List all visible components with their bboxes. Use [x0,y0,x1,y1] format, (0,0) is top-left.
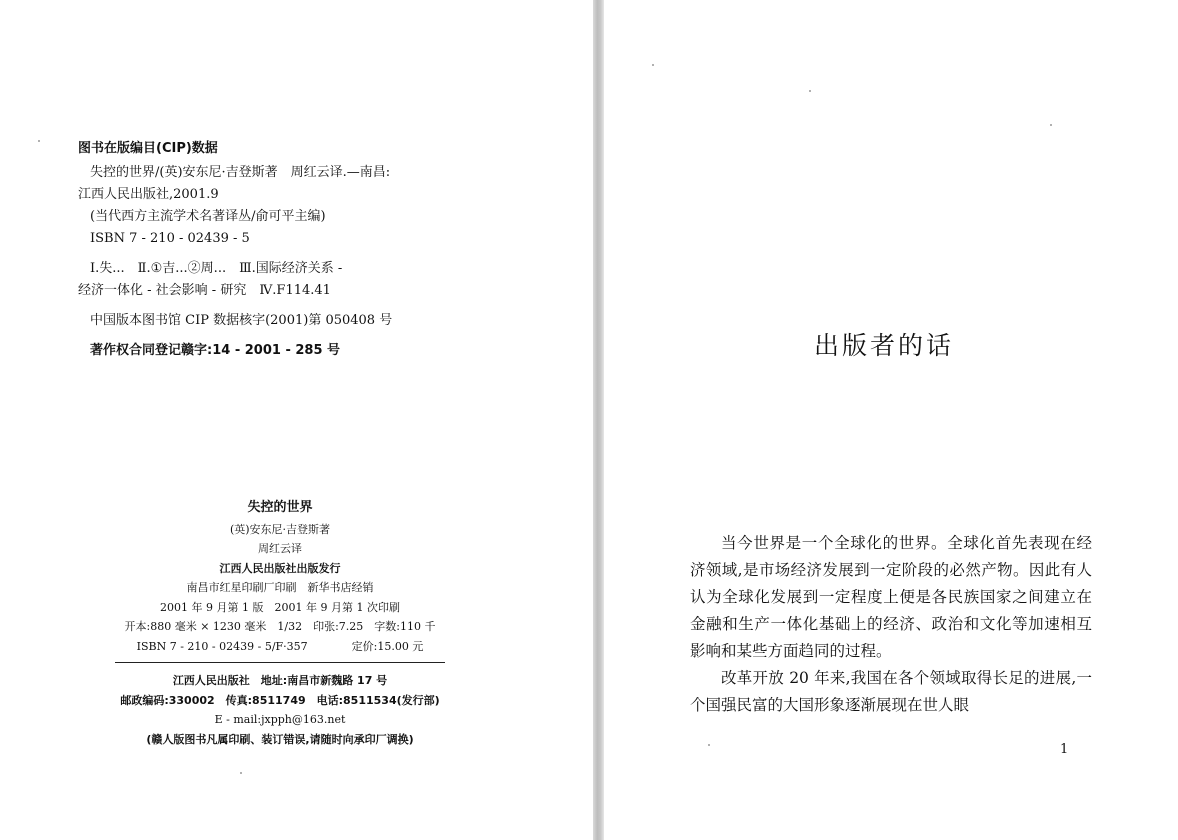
scan-speck [38,140,40,142]
page-number: 1 [1060,742,1069,757]
colophon-translator: 周红云译 [258,542,302,555]
paragraph: 当今世界是一个全球化的世界。全球化首先表现在经济领域,是市场经济发展到一定阶段的必然产物。因此有人认为全球化发展到一定程度上便是各民族国家之间建立在金融和生产一体化基础上的经济、政治和文化等加速相互影响和某些方面趋同的过程。 [690,534,1092,660]
cip-line-approval: 中国版本图书馆 CIP 数据核字(2001)第 050408 号 [90,313,393,328]
colophon [96,498,464,749]
colophon-publisher: 江西人民出版社出版发行 [219,561,341,575]
cip-line-classification: Ⅰ.失... Ⅱ.①吉...②周... Ⅲ.国际经济关系 - [90,261,343,276]
colophon-edition: 2001 年 9 月第 1 版 2001 年 9 月第 1 次印刷 [160,600,400,614]
cip-line-series: (当代西方主流学术名著译丛/俞可平主编) [90,209,326,224]
cip-heading: 图书在版编目(CIP)数据 [78,141,218,156]
colophon-divider [115,662,445,663]
colophon-notice: (赣人版图书凡属印刷、装订错误,请随时向承印厂调换) [146,732,414,746]
cip-line-copyright: 著作权合同登记赣字:14 - 2001 - 285 号 [90,343,341,358]
book-gutter [593,0,604,840]
colophon-contact: 邮政编码:330002 传真:8511749 电话:8511534(发行部) [120,693,440,707]
colophon-printer: 南昌市红星印刷厂印刷 新华书店经销 [186,581,374,594]
colophon-email: E - mail:jxpph@163.net [214,713,346,726]
cip-line-title: 失控的世界/(英)安东尼·吉登斯著 周红云译.—南昌: [90,165,391,180]
colophon-isbn-price: ISBN 7 - 210 - 02439 - 5/F·357 定价:15.00 元 [136,639,424,653]
colophon-author: (英)安东尼·吉登斯著 [229,522,331,536]
cip-line-publisher: 江西人民出版社,2001.9 [78,187,219,202]
scan-speck [240,772,242,774]
scan-speck [652,64,654,66]
scan-speck [708,744,710,746]
right-page [604,0,1178,840]
cip-line-subject: 经济一体化 - 社会影响 - 研究 Ⅳ.F114.41 [78,283,331,298]
colophon-format: 开本:880 毫米 × 1230 毫米 1/32 印张:7.25 字数:110 千 [124,620,436,633]
cip-line-isbn: ISBN 7 - 210 - 02439 - 5 [90,231,250,246]
cip-block [78,138,498,362]
body-text [690,530,1092,719]
scan-speck [809,90,811,92]
colophon-title: 失控的世界 [247,500,313,515]
colophon-address: 江西人民出版社 地址:南昌市新魏路 17 号 [172,674,388,687]
chapter-title: 出版者的话 [814,331,955,360]
paragraph: 改革开放 20 年来,我国在各个领域取得长足的进展,一个国强民富的大国形象逐渐展现在世人眼 [690,669,1092,714]
scan-speck [1050,124,1052,126]
